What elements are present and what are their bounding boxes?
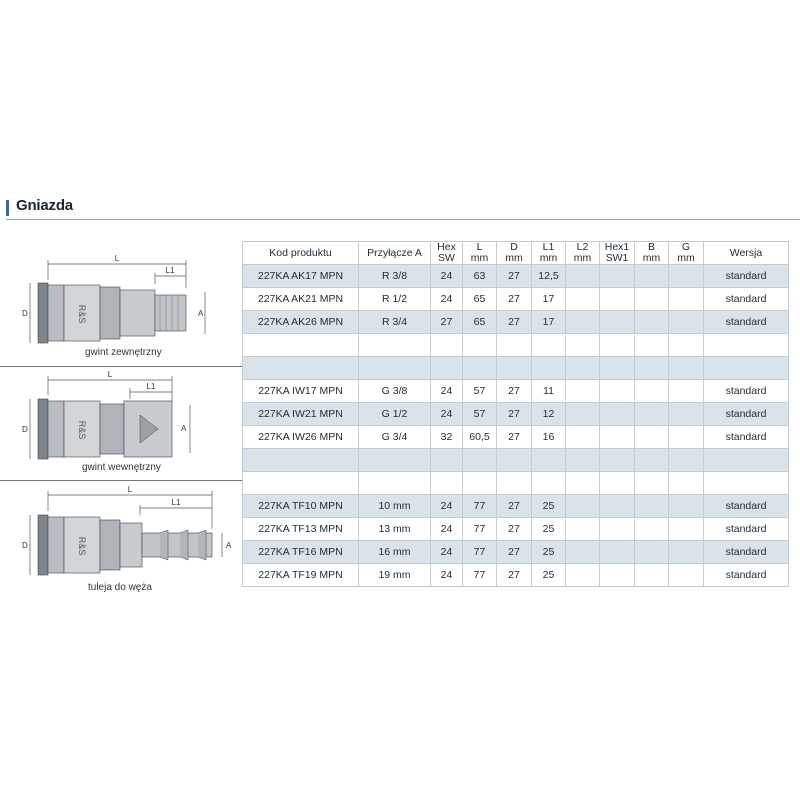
table-cell bbox=[243, 357, 359, 380]
table-cell bbox=[600, 518, 635, 541]
table-cell bbox=[669, 518, 704, 541]
hose-tail-caption: tuleja do węża bbox=[88, 582, 152, 593]
title-rule bbox=[6, 219, 800, 220]
table-cell: 27 bbox=[497, 564, 532, 587]
table-cell bbox=[635, 449, 669, 472]
table-row bbox=[243, 564, 789, 587]
table-cell bbox=[497, 472, 532, 495]
table-cell bbox=[635, 334, 669, 357]
table-cell: 16 mm bbox=[359, 541, 431, 564]
table-cell: 11 bbox=[532, 380, 566, 403]
table-cell bbox=[566, 403, 600, 426]
table-cell: 227KA TF16 MPN bbox=[243, 541, 359, 564]
table-cell bbox=[566, 449, 600, 472]
table-cell: standard bbox=[704, 518, 789, 541]
table-cell: 32 bbox=[431, 426, 463, 449]
column-header: B mm bbox=[635, 242, 669, 265]
table-cell bbox=[566, 357, 600, 380]
table-cell: 227KA TF19 MPN bbox=[243, 564, 359, 587]
table-cell: 27 bbox=[497, 265, 532, 288]
table-cell bbox=[669, 357, 704, 380]
dim-label-l: L bbox=[114, 254, 120, 263]
table-cell bbox=[635, 288, 669, 311]
table-cell: 25 bbox=[532, 495, 566, 518]
table-row bbox=[243, 541, 789, 564]
table-cell bbox=[566, 265, 600, 288]
table-cell: 227KA IW21 MPN bbox=[243, 403, 359, 426]
table-cell: 227KA AK26 MPN bbox=[243, 311, 359, 334]
table-cell: 227KA IW26 MPN bbox=[243, 426, 359, 449]
dim-label-l: L bbox=[107, 370, 113, 379]
column-header: D mm bbox=[497, 242, 532, 265]
table-cell bbox=[635, 311, 669, 334]
table-cell: standard bbox=[704, 403, 789, 426]
table-cell: 63 bbox=[463, 265, 497, 288]
dim-label-a: A bbox=[181, 424, 187, 433]
table-cell bbox=[704, 334, 789, 357]
table-cell: 60,5 bbox=[463, 426, 497, 449]
table-cell: 77 bbox=[463, 541, 497, 564]
table-cell bbox=[600, 472, 635, 495]
table-cell: standard bbox=[704, 564, 789, 587]
table-cell bbox=[635, 357, 669, 380]
table-cell bbox=[600, 357, 635, 380]
table-row bbox=[243, 288, 789, 311]
column-header: G mm bbox=[669, 242, 704, 265]
table-cell bbox=[431, 449, 463, 472]
table-cell bbox=[669, 449, 704, 472]
table-cell bbox=[635, 426, 669, 449]
dim-label-d: D bbox=[22, 309, 28, 318]
table-cell: 12,5 bbox=[532, 265, 566, 288]
table-cell: 19 mm bbox=[359, 564, 431, 587]
table-cell: standard bbox=[704, 311, 789, 334]
dim-label-d: D bbox=[22, 425, 28, 434]
table-cell: 12 bbox=[532, 403, 566, 426]
table-cell: 27 bbox=[431, 311, 463, 334]
dim-label-a: A bbox=[198, 309, 204, 318]
table-cell: R 1/2 bbox=[359, 288, 431, 311]
table-cell bbox=[532, 472, 566, 495]
table-row bbox=[243, 403, 789, 426]
column-header: Hex SW bbox=[431, 242, 463, 265]
table-cell bbox=[669, 564, 704, 587]
table-cell bbox=[431, 334, 463, 357]
dim-label-a: A bbox=[226, 541, 232, 550]
table-cell bbox=[669, 495, 704, 518]
table-cell: 17 bbox=[532, 288, 566, 311]
table-cell bbox=[635, 495, 669, 518]
table-cell bbox=[704, 449, 789, 472]
table-row bbox=[243, 472, 789, 495]
table-row bbox=[243, 311, 789, 334]
table-cell bbox=[600, 541, 635, 564]
table-cell bbox=[669, 311, 704, 334]
table-cell: 27 bbox=[497, 403, 532, 426]
table-cell bbox=[532, 449, 566, 472]
dim-label-l1: L1 bbox=[171, 498, 181, 507]
table-cell: 227KA AK17 MPN bbox=[243, 265, 359, 288]
table-cell bbox=[600, 426, 635, 449]
table-cell bbox=[431, 357, 463, 380]
dim-label-d: D bbox=[22, 541, 28, 550]
table-cell bbox=[669, 380, 704, 403]
table-cell bbox=[566, 518, 600, 541]
table-cell bbox=[669, 541, 704, 564]
table-cell bbox=[704, 472, 789, 495]
table-cell: standard bbox=[704, 495, 789, 518]
column-header: L1 mm bbox=[532, 242, 566, 265]
table-cell: 227KA TF13 MPN bbox=[243, 518, 359, 541]
table-cell: 27 bbox=[497, 495, 532, 518]
table-cell: 77 bbox=[463, 495, 497, 518]
table-cell bbox=[600, 380, 635, 403]
table-row bbox=[243, 380, 789, 403]
table-cell bbox=[359, 334, 431, 357]
dim-label-l: L bbox=[127, 485, 133, 494]
table-cell: standard bbox=[704, 541, 789, 564]
table-cell bbox=[566, 334, 600, 357]
table-cell: G 3/4 bbox=[359, 426, 431, 449]
table-cell: 24 bbox=[431, 541, 463, 564]
dim-label-l1: L1 bbox=[165, 266, 175, 275]
table-cell bbox=[600, 403, 635, 426]
table-cell: 227KA IW17 MPN bbox=[243, 380, 359, 403]
table-cell bbox=[600, 495, 635, 518]
table-cell bbox=[566, 541, 600, 564]
product-table-body bbox=[243, 242, 789, 587]
table-cell: 24 bbox=[431, 495, 463, 518]
column-header: Hex1 SW1 bbox=[600, 242, 635, 265]
table-cell bbox=[431, 472, 463, 495]
table-cell: 27 bbox=[497, 426, 532, 449]
column-header: L mm bbox=[463, 242, 497, 265]
table-row bbox=[243, 449, 789, 472]
table-cell: 25 bbox=[532, 518, 566, 541]
table-cell: G 1/2 bbox=[359, 403, 431, 426]
table-row bbox=[243, 357, 789, 380]
table-cell bbox=[669, 288, 704, 311]
table-cell: 65 bbox=[463, 288, 497, 311]
table-cell: standard bbox=[704, 265, 789, 288]
table-cell bbox=[359, 357, 431, 380]
table-cell bbox=[566, 288, 600, 311]
table-cell bbox=[635, 541, 669, 564]
table-cell bbox=[669, 472, 704, 495]
table-cell bbox=[532, 334, 566, 357]
column-header: Kod produktu bbox=[243, 242, 359, 265]
table-row bbox=[243, 334, 789, 357]
table-cell: 27 bbox=[497, 288, 532, 311]
table-cell: 24 bbox=[431, 518, 463, 541]
title-accent bbox=[6, 200, 9, 216]
table-cell: R 3/8 bbox=[359, 265, 431, 288]
table-cell: 25 bbox=[532, 564, 566, 587]
table-cell: R 3/4 bbox=[359, 311, 431, 334]
table-cell bbox=[566, 426, 600, 449]
table-cell bbox=[635, 380, 669, 403]
table-cell bbox=[600, 311, 635, 334]
table-cell bbox=[669, 265, 704, 288]
table-cell bbox=[359, 472, 431, 495]
page-title: Gniazda bbox=[16, 197, 73, 214]
table-cell bbox=[600, 334, 635, 357]
brand-logo: R&S bbox=[77, 536, 87, 556]
table-row bbox=[243, 518, 789, 541]
table-cell: 65 bbox=[463, 311, 497, 334]
product-table bbox=[242, 241, 789, 587]
table-cell: 57 bbox=[463, 380, 497, 403]
table-cell: 10 mm bbox=[359, 495, 431, 518]
table-cell bbox=[635, 265, 669, 288]
table-cell: 24 bbox=[431, 265, 463, 288]
table-cell bbox=[635, 403, 669, 426]
table-cell bbox=[600, 265, 635, 288]
table-cell bbox=[463, 334, 497, 357]
table-cell: 27 bbox=[497, 541, 532, 564]
table-cell bbox=[566, 495, 600, 518]
table-cell: 24 bbox=[431, 403, 463, 426]
table-cell bbox=[532, 357, 566, 380]
table-cell: 227KA TF10 MPN bbox=[243, 495, 359, 518]
table-cell: 27 bbox=[497, 380, 532, 403]
table-cell: G 3/8 bbox=[359, 380, 431, 403]
column-header: Wersja bbox=[704, 242, 789, 265]
table-cell: 27 bbox=[497, 518, 532, 541]
table-cell bbox=[669, 334, 704, 357]
table-cell: 24 bbox=[431, 380, 463, 403]
table-cell: 227KA AK21 MPN bbox=[243, 288, 359, 311]
brand-logo: R&S bbox=[77, 304, 87, 324]
column-header: Przyłącze A bbox=[359, 242, 431, 265]
table-cell bbox=[463, 357, 497, 380]
internal-thread-caption: gwint wewnętrzny bbox=[82, 462, 161, 473]
table-cell bbox=[497, 357, 532, 380]
table-row bbox=[243, 265, 789, 288]
table-cell bbox=[243, 334, 359, 357]
external-thread-caption: gwint zewnętrzny bbox=[85, 347, 162, 358]
table-row bbox=[243, 426, 789, 449]
table-cell bbox=[669, 426, 704, 449]
table-cell bbox=[635, 564, 669, 587]
table-row bbox=[243, 495, 789, 518]
table-cell bbox=[635, 472, 669, 495]
table-cell bbox=[566, 472, 600, 495]
table-cell bbox=[566, 380, 600, 403]
table-cell: standard bbox=[704, 380, 789, 403]
dim-label-l1: L1 bbox=[146, 382, 156, 391]
table-cell: 17 bbox=[532, 311, 566, 334]
table-cell bbox=[566, 311, 600, 334]
table-cell bbox=[600, 449, 635, 472]
table-cell: 27 bbox=[497, 311, 532, 334]
table-cell bbox=[463, 472, 497, 495]
column-header: L2 mm bbox=[566, 242, 600, 265]
table-cell: 16 bbox=[532, 426, 566, 449]
table-cell bbox=[463, 449, 497, 472]
table-cell: standard bbox=[704, 288, 789, 311]
table-cell bbox=[497, 334, 532, 357]
table-cell bbox=[669, 403, 704, 426]
table-cell bbox=[359, 449, 431, 472]
table-cell: 77 bbox=[463, 564, 497, 587]
brand-logo: R&S bbox=[77, 420, 87, 440]
table-cell bbox=[243, 472, 359, 495]
table-cell: 77 bbox=[463, 518, 497, 541]
table-cell: standard bbox=[704, 426, 789, 449]
table-cell bbox=[566, 564, 600, 587]
table-cell bbox=[243, 449, 359, 472]
table-cell: 57 bbox=[463, 403, 497, 426]
table-cell: 25 bbox=[532, 541, 566, 564]
table-cell bbox=[704, 357, 789, 380]
table-header-row bbox=[243, 242, 789, 265]
table-cell bbox=[600, 288, 635, 311]
table-cell bbox=[497, 449, 532, 472]
table-cell: 24 bbox=[431, 288, 463, 311]
table-cell bbox=[600, 564, 635, 587]
table-cell: 24 bbox=[431, 564, 463, 587]
table-cell bbox=[635, 518, 669, 541]
table-cell: 13 mm bbox=[359, 518, 431, 541]
